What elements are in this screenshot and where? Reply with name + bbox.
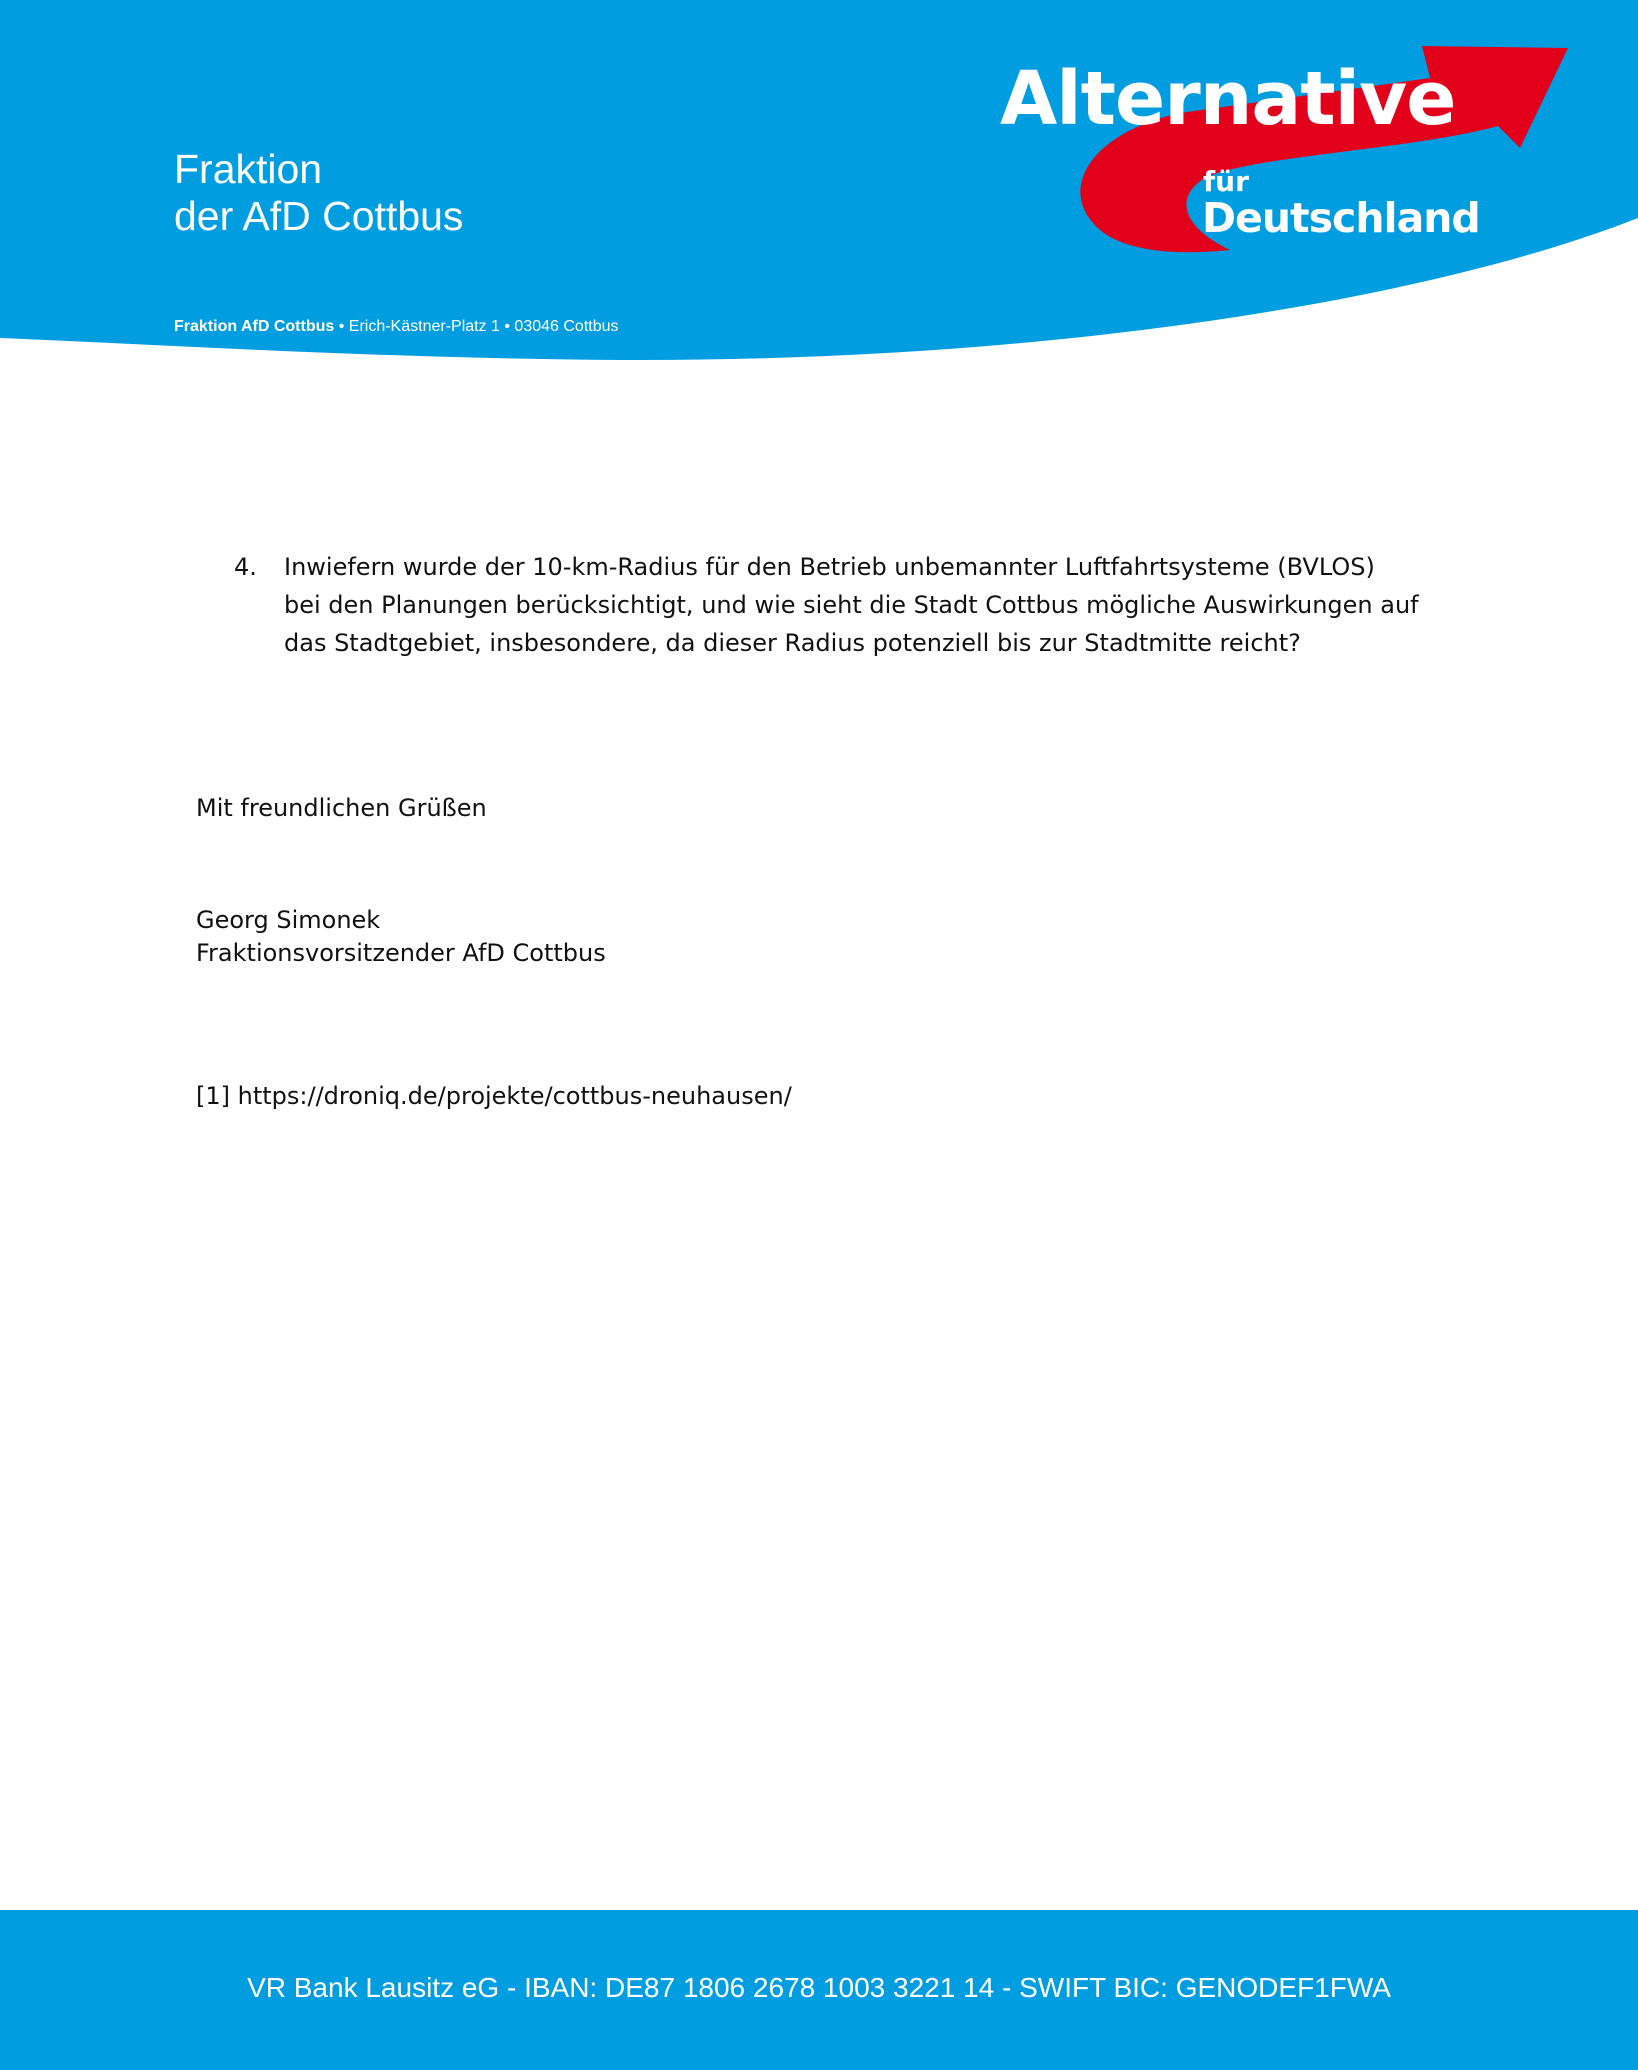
question-number: 4. [234, 553, 257, 581]
bank-details: VR Bank Lausitz eG - IBAN: DE87 1806 2678 1003 3221 14 - SWIFT BIC: GENODEF1FWA [247, 1972, 1391, 2003]
sender-address-street: • Erich-Kästner-Platz 1 • 03046 Cottbus [334, 318, 619, 335]
question-line: bei den Planungen berücksichtigt, und wie sieht die Stadt Cottbus mögliche Auswirkungen auf [284, 591, 1419, 619]
closing-salutation: Mit freundlichen Grüßen [196, 794, 487, 822]
question-item [196, 548, 1476, 662]
party-logo [990, 38, 1570, 268]
question-line: das Stadtgebiet, insbesondere, da dieser Radius potenziell bis zur Stadtmitte reicht? [284, 629, 1301, 657]
signer-role: Fraktionsvorsitzender AfD Cottbus [196, 939, 606, 967]
bank-footer [0, 1910, 1638, 2070]
logo-word-alternative: Alternative [1000, 56, 1456, 142]
sender-address-name: Fraktion AfD Cottbus [174, 318, 335, 335]
signer-name: Georg Simonek [196, 906, 381, 934]
faction-title-line1: Fraktion [174, 146, 323, 192]
letter-body [196, 548, 1476, 1110]
letterhead [0, 0, 1638, 370]
faction-title [174, 146, 463, 240]
signature-block [196, 904, 606, 970]
sender-address [174, 318, 619, 336]
question-line: Inwiefern wurde der 10-km-Radius für den Betrieb unbemannter Luftfahrtsysteme (BVLOS) [284, 553, 1375, 581]
faction-title-line2: der AfD Cottbus [174, 193, 464, 239]
logo-word-deutschland: Deutschland [1202, 194, 1480, 242]
logo-word-fuer: für [1203, 165, 1249, 198]
footnote-link[interactable]: [1] https://droniq.de/projekte/cottbus-neuhausen/ [196, 1082, 792, 1110]
